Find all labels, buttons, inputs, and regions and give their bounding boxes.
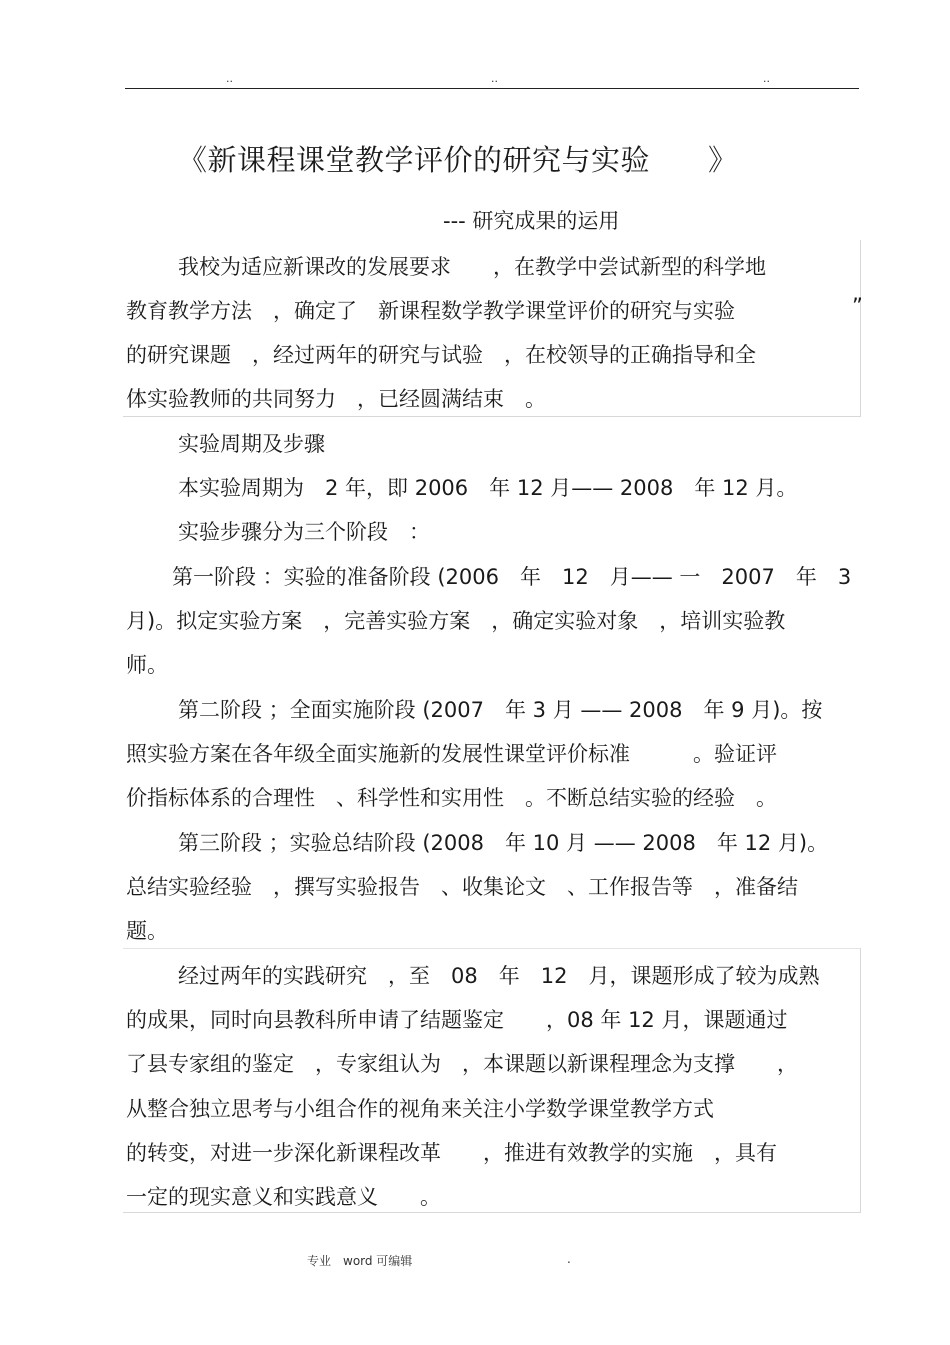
text-line: 第一阶段 ：实验的准备阶段 (2006 年 12 月—— 一 2007 年 3 <box>172 565 852 589</box>
text-line: 照实验方案在各年级全面实施新的发展性课堂评价标准 。验证评 <box>126 742 777 766</box>
header-mark: .. <box>226 72 233 85</box>
text-line: 从整合独立思考与小组合作的视角来关注小学数学课堂教学方式 <box>126 1097 714 1121</box>
text-line: 经过两年的实践研究 ，至 08 年 12 月，课题形成了较为成熟 <box>178 964 820 988</box>
text-line: 实验步骤分为三个阶段 ： <box>178 520 430 544</box>
section-heading: 实验周期及步骤 <box>178 432 325 456</box>
text-line: 教育教学方法 ，确定了 新课程数学教学课堂评价的研究与实验 <box>126 299 735 323</box>
text-line: 题。 <box>126 919 168 943</box>
title-text: 《新课程课堂教学评价的研究与实验 <box>178 143 651 177</box>
text-line: 的转变，对进一步深化新课程改革 ，推进有效教学的实施 ，具有 <box>126 1141 777 1165</box>
text-line: 第二阶段 ；全面实施阶段 (2007 年 3 月 —— 2008 年 9 月)。按 <box>178 698 823 722</box>
header-mark: .. <box>763 72 770 85</box>
footer-mark: . <box>567 1252 571 1266</box>
header-mark: .. <box>491 72 498 85</box>
text-line: 本实验周期为 2 年，即 2006 年 12 月—— 2008 年 12 月。 <box>178 476 798 500</box>
text-line: 总结实验经验 ，撰写实验报告 、收集论文 、工作报告等 ，准备结 <box>126 875 798 899</box>
text-line: 了县专家组的鉴定 ，专家组认为 ，本课题以新课程理念为支撑 ， <box>126 1052 798 1076</box>
text-line: 师。 <box>126 653 168 677</box>
text-line: 月)。拟定实验方案 ，完善实验方案 ，确定实验对象 ，培训实验教 <box>126 609 786 633</box>
footer-label: 专业 word 可编辑 <box>307 1254 413 1268</box>
document-subtitle: --- 研究成果的运用 <box>443 209 620 233</box>
text-line: ” <box>852 294 863 318</box>
text-line: 的成果，同时向县教科所申请了结题鉴定 ，08 年 12 月，课题通过 <box>126 1008 788 1032</box>
text-line: 第三阶段 ；实验总结阶段 (2008 年 10 月 —— 2008 年 12 月)。 <box>178 831 829 855</box>
document-title <box>178 138 738 179</box>
text-line: 价指标体系的合理性 、科学性和实用性 。不断总结实验的经验 。 <box>126 786 777 810</box>
text-line: 一定的现实意义和实践意义 。 <box>126 1185 441 1209</box>
title-close-bracket: 》 <box>708 143 738 177</box>
header-rule <box>125 88 859 89</box>
text-line: 的研究课题 ，经过两年的研究与试验 ，在校领导的正确指导和全 <box>126 343 756 367</box>
text-line: 体实验教师的共同努力 ，已经圆满结束 。 <box>126 387 546 411</box>
text-line: 我校为适应新课改的发展要求 ，在教学中尝试新型的科学地 <box>178 255 766 279</box>
